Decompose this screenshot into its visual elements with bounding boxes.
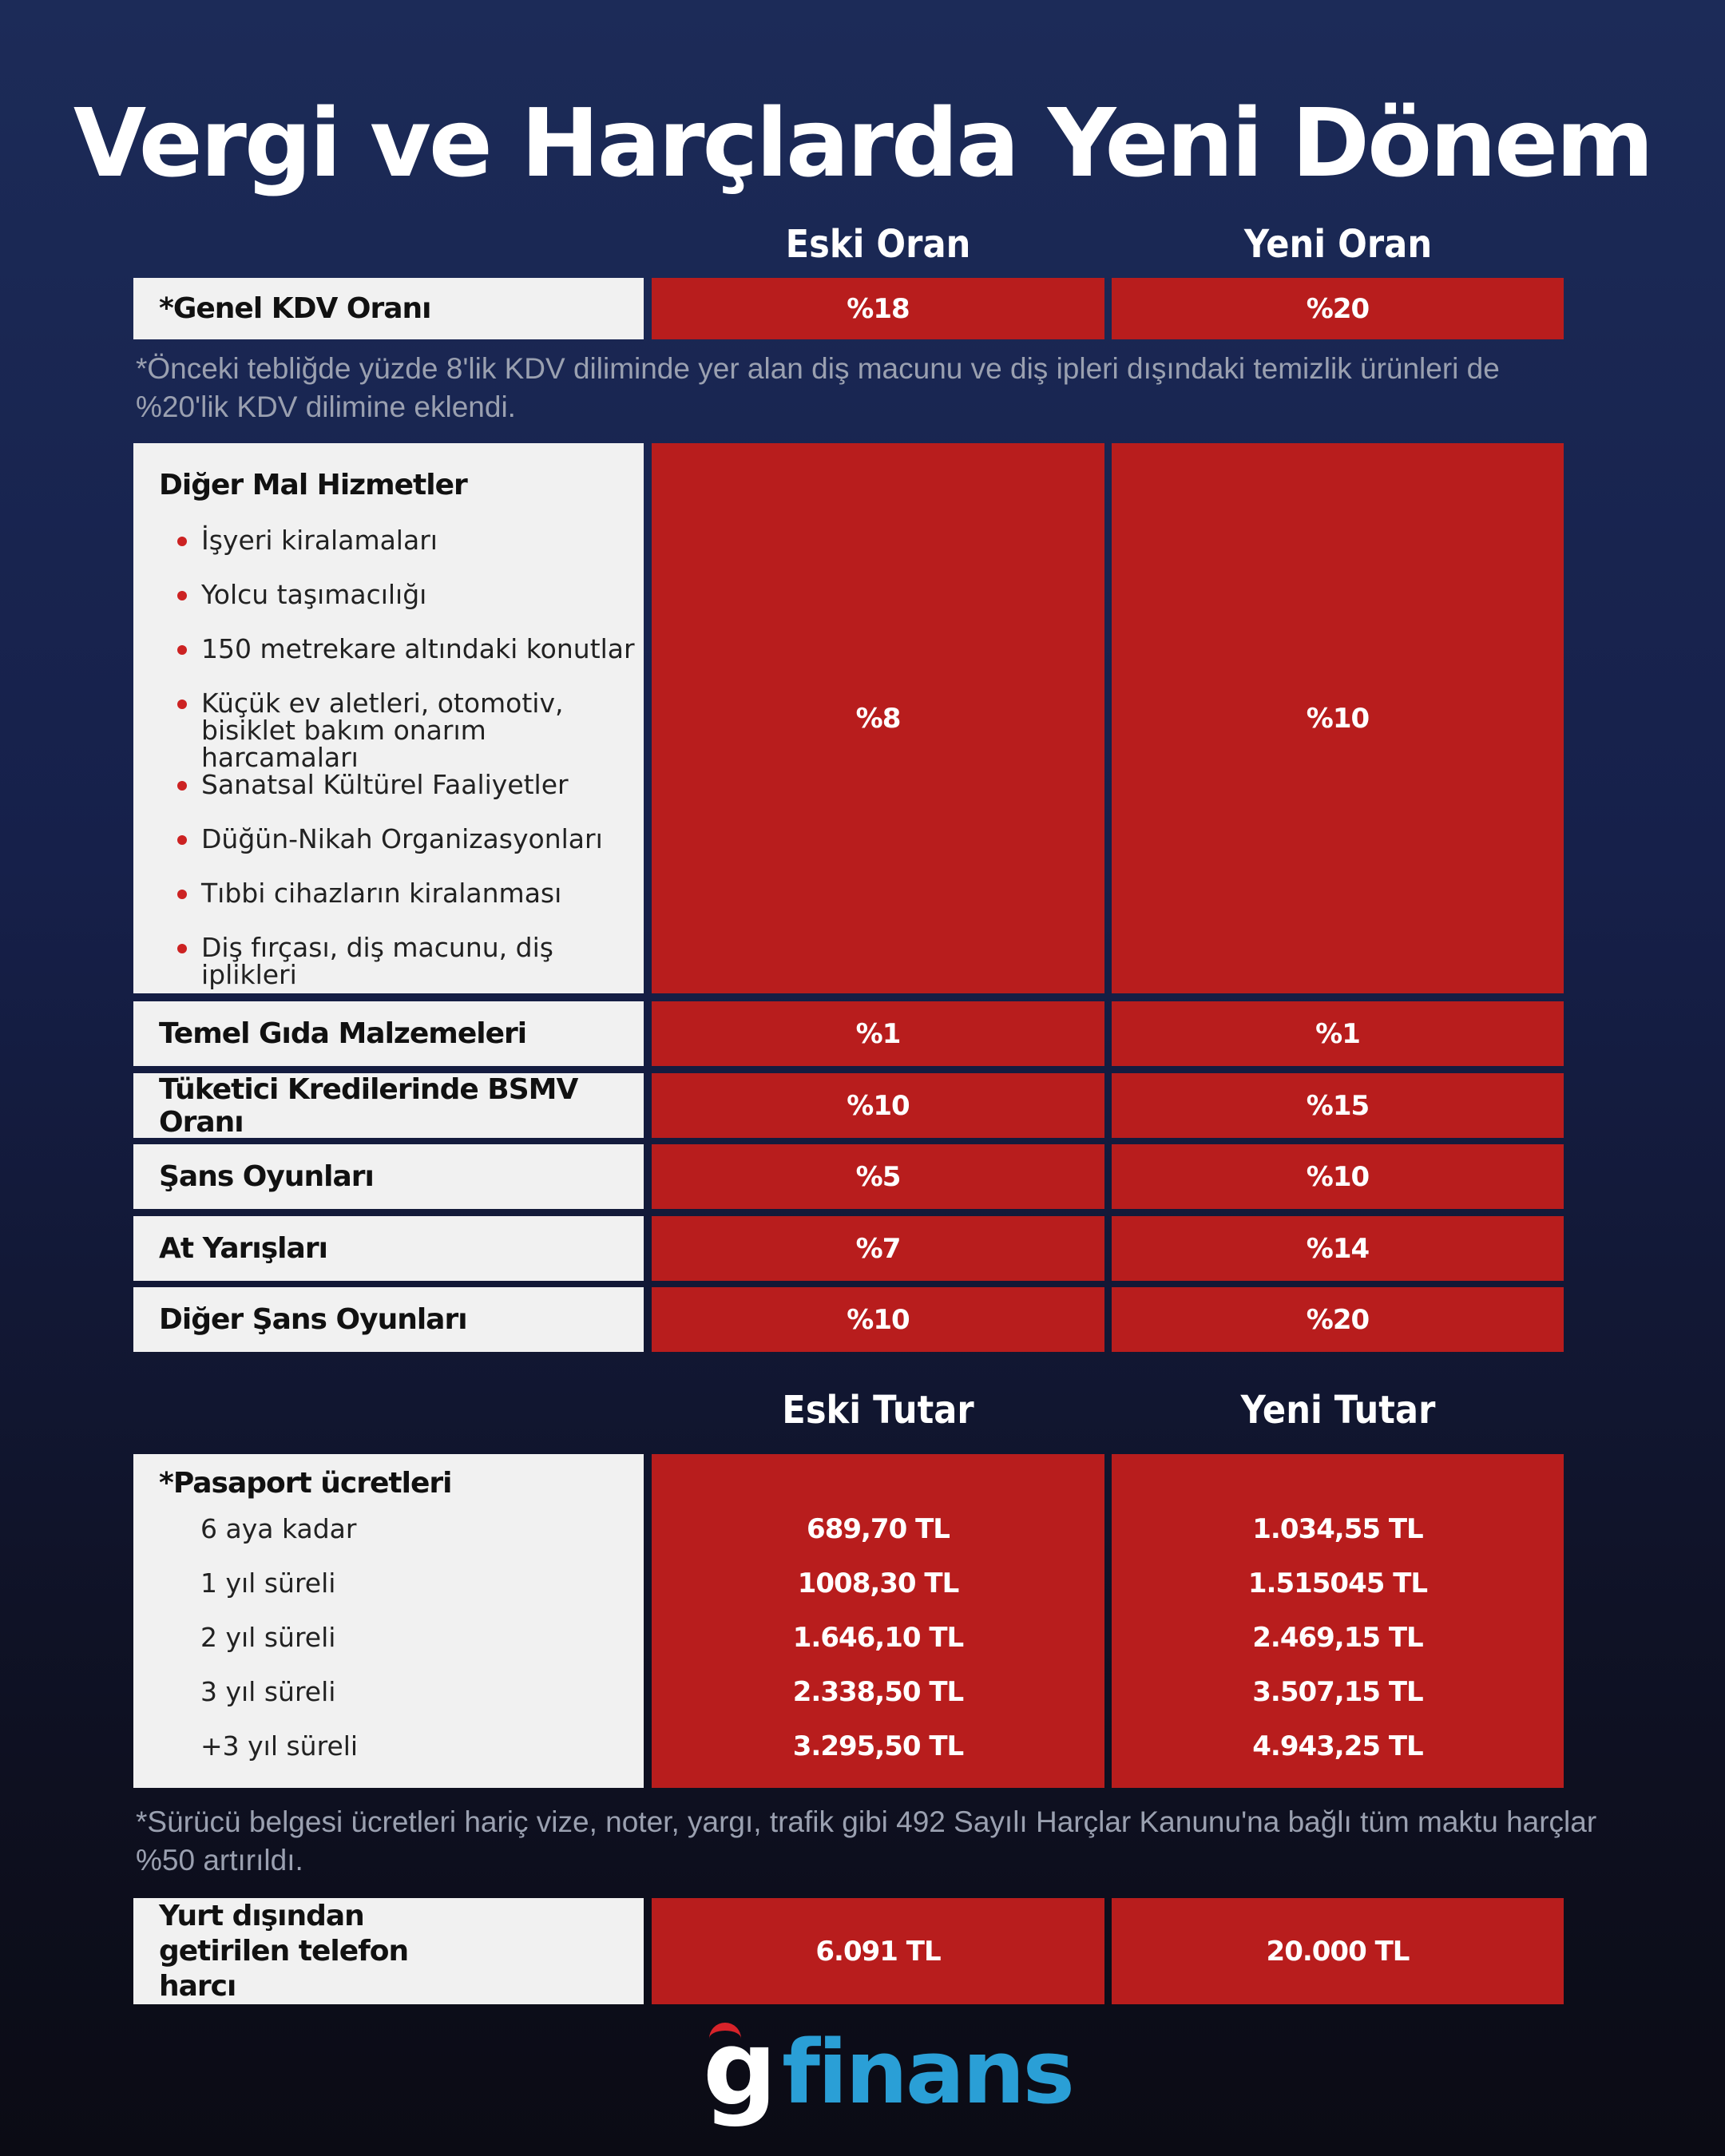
other-goods-new: %10: [1112, 443, 1564, 993]
passport-old-column: [652, 1454, 1104, 1788]
passport-old: 1008,30 TL: [797, 1567, 959, 1599]
passport-new: 4.943,25 TL: [1252, 1730, 1423, 1762]
row-label: At Yarışları: [133, 1216, 644, 1281]
passport-period: 3 yıl süreli: [200, 1676, 336, 1707]
list-item: Düğün-Nikah Organizasyonları: [201, 823, 603, 854]
passport-period: 2 yıl süreli: [200, 1622, 336, 1653]
logo-g: g: [703, 2007, 778, 2129]
phone-new: 20.000 TL: [1112, 1898, 1564, 2004]
list-item: İşyeri kiralamaları: [201, 525, 438, 556]
list-item: Yolcu taşımacılığı: [201, 579, 427, 610]
kdv-new: %20: [1112, 278, 1564, 339]
row-label: Diğer Şans Oyunları: [133, 1287, 644, 1352]
header-new-amount: Yeni Tutar: [1240, 1388, 1436, 1433]
row-old: %1: [652, 1001, 1104, 1066]
header-old-rate: Eski Oran: [785, 222, 971, 267]
passport-new: 3.507,15 TL: [1252, 1676, 1423, 1708]
other-goods-old: %8: [652, 443, 1104, 993]
page-title: Vergi ve Harçlarda Yeni Dönem: [73, 88, 1652, 198]
passport-old: 1.646,10 TL: [792, 1622, 964, 1654]
list-item: 150 metrekare altındaki konutlar: [201, 633, 635, 664]
row-new: %10: [1112, 1144, 1564, 1209]
header-new-rate: Yeni Oran: [1243, 222, 1433, 267]
list-item: Küçük ev aletleri, otomotiv, bisiklet bakım onarım harcamaları: [201, 690, 632, 771]
passport-label: *Pasaport ücretleri: [159, 1467, 452, 1500]
list-item: Tıbbi cihazların kiralanması: [201, 878, 562, 909]
row-label: Şans Oyunları: [133, 1144, 644, 1209]
passport-new-column: [1112, 1454, 1564, 1788]
passport-new: 2.469,15 TL: [1252, 1622, 1423, 1654]
passport-old: 2.338,50 TL: [792, 1676, 964, 1708]
passport-period: 6 aya kadar: [200, 1513, 357, 1544]
note-fees: *Sürücü belgesi ücretleri hariç vize, noter, yargı, trafik gibi 492 Sayılı Harçlar Kanunu'na bağlı tüm maktu harçlar %50 artırıldı.: [136, 1805, 1597, 1877]
row-new: %1: [1112, 1001, 1564, 1066]
phone-old: 6.091 TL: [652, 1898, 1104, 2004]
passport-old: 689,70 TL: [807, 1513, 950, 1545]
passport-block: [133, 1454, 644, 1788]
phone-label: Yurt dışından getirilen telefon harcı: [133, 1898, 644, 2004]
passport-period: 1 yıl süreli: [200, 1567, 336, 1599]
passport-new: 1.034,55 TL: [1252, 1513, 1423, 1545]
passport-old: 3.295,50 TL: [792, 1730, 964, 1762]
list-item: Sanatsal Kültürel Faaliyetler: [201, 769, 569, 800]
note-kdv: *Önceki tebliğde yüzde 8'lik KDV diliminde yer alan diş macunu ve diş ipleri dışındaki temizlik ürünleri de %20'lik KDV dilimine eklendi.: [136, 352, 1500, 423]
row-new: %15: [1112, 1073, 1564, 1138]
row-old: %10: [652, 1287, 1104, 1352]
row-new: %14: [1112, 1216, 1564, 1281]
passport-new: 1.515045 TL: [1247, 1567, 1428, 1599]
logo-text: finans: [782, 2021, 1073, 2123]
kdv-old: %18: [652, 278, 1104, 339]
row-new: %20: [1112, 1287, 1564, 1352]
kdv-label: *Genel KDV Oranı: [133, 278, 644, 339]
gfinans-logo: [703, 2007, 1073, 2129]
other-goods-label: Diğer Mal Hizmetler: [159, 469, 467, 501]
row-old: %7: [652, 1216, 1104, 1281]
row-old: %5: [652, 1144, 1104, 1209]
row-old: %10: [652, 1073, 1104, 1138]
passport-period: +3 yıl süreli: [200, 1730, 359, 1762]
row-label: Temel Gıda Malzemeleri: [133, 1001, 644, 1066]
header-old-amount: Eski Tutar: [782, 1388, 974, 1433]
other-goods-block: [133, 443, 644, 993]
list-item: Diş fırçası, diş macunu, diş iplikleri: [201, 934, 644, 989]
row-label: Tüketici Kredilerinde BSMV Oranı: [133, 1073, 644, 1138]
